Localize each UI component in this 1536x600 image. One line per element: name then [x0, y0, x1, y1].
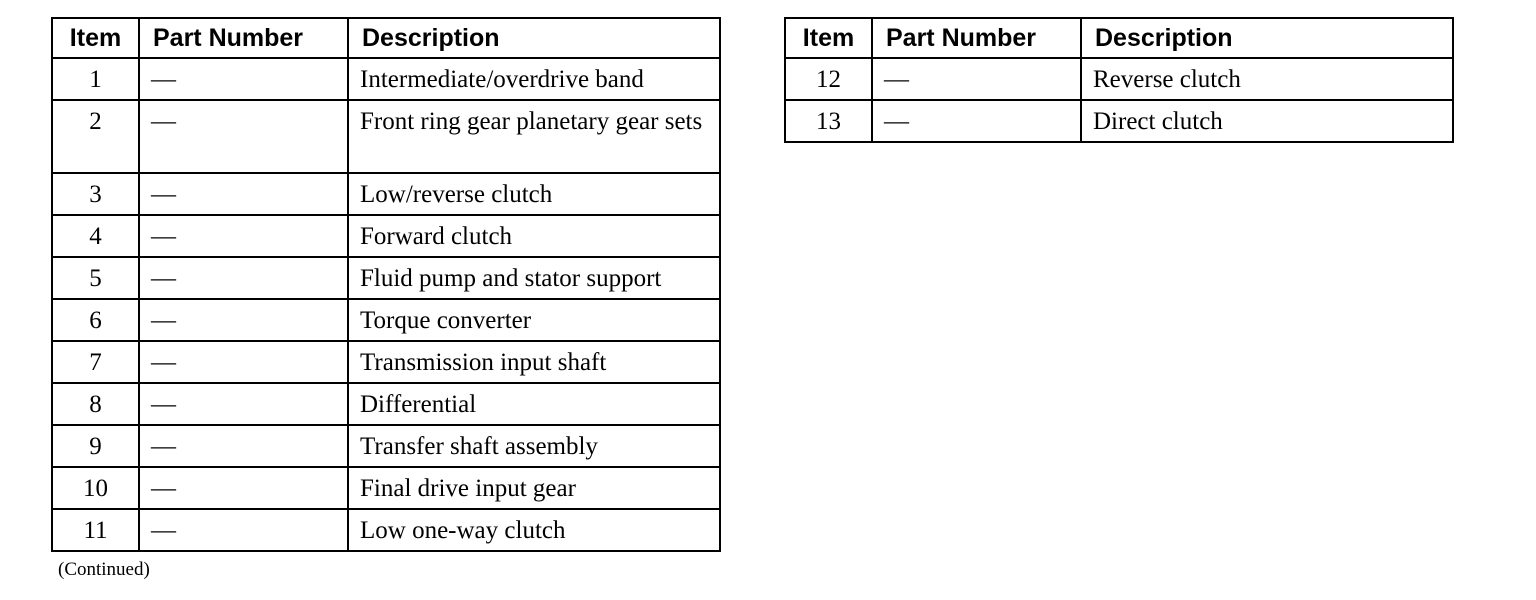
column-header-part-number: Part Number [872, 18, 1081, 58]
table-row [52, 467, 720, 509]
column-header-description: Description [1081, 18, 1453, 58]
description-cell: Forward clutch [348, 215, 720, 257]
table-row [52, 299, 720, 341]
description-cell: Torque converter [348, 299, 720, 341]
part-number-cell: — [139, 341, 348, 383]
table-header-row [785, 18, 1453, 58]
part-number-cell: — [139, 467, 348, 509]
part-number-cell: — [139, 425, 348, 467]
table-row [52, 58, 720, 100]
item-cell: 2 [52, 100, 139, 173]
description-cell: Transmission input shaft [348, 341, 720, 383]
item-cell: 10 [52, 467, 139, 509]
table-header-row [52, 18, 720, 58]
description-cell: Low one-way clutch [348, 509, 720, 551]
description-cell: Final drive input gear [348, 467, 720, 509]
item-cell: 7 [52, 341, 139, 383]
description-cell: Differential [348, 383, 720, 425]
column-header-part-number: Part Number [139, 18, 348, 58]
description-cell: Transfer shaft assembly [348, 425, 720, 467]
description-cell: Front ring gear planetary gear sets [348, 100, 720, 173]
part-number-cell: — [139, 257, 348, 299]
item-cell: 8 [52, 383, 139, 425]
part-number-cell: — [139, 299, 348, 341]
table-row [52, 257, 720, 299]
table-row [785, 58, 1453, 100]
part-number-cell: — [139, 215, 348, 257]
table-row [52, 425, 720, 467]
table-row [52, 383, 720, 425]
description-cell: Low/reverse clutch [348, 173, 720, 215]
parts-table-left [51, 17, 721, 552]
description-cell: Intermediate/overdrive band [348, 58, 720, 100]
description-cell: Direct clutch [1081, 100, 1453, 142]
part-number-cell: — [139, 100, 348, 173]
item-cell: 3 [52, 173, 139, 215]
parts-table-right [784, 17, 1454, 143]
part-number-cell: — [139, 58, 348, 100]
column-header-description: Description [348, 18, 720, 58]
table-row [52, 341, 720, 383]
item-cell: 12 [785, 58, 872, 100]
item-cell: 11 [52, 509, 139, 551]
part-number-cell: — [139, 383, 348, 425]
item-cell: 4 [52, 215, 139, 257]
description-cell: Fluid pump and stator support [348, 257, 720, 299]
part-number-cell: — [872, 58, 1081, 100]
item-cell: 9 [52, 425, 139, 467]
part-number-cell: — [139, 173, 348, 215]
item-cell: 5 [52, 257, 139, 299]
item-cell: 13 [785, 100, 872, 142]
table-row [52, 100, 720, 173]
continued-note: (Continued) [58, 559, 150, 580]
part-number-cell: — [139, 509, 348, 551]
table-row [52, 173, 720, 215]
table-row [785, 100, 1453, 142]
column-header-item: Item [785, 18, 872, 58]
part-number-cell: — [872, 100, 1081, 142]
table-row [52, 509, 720, 551]
item-cell: 1 [52, 58, 139, 100]
item-cell: 6 [52, 299, 139, 341]
description-cell: Reverse clutch [1081, 58, 1453, 100]
table-row [52, 215, 720, 257]
column-header-item: Item [52, 18, 139, 58]
